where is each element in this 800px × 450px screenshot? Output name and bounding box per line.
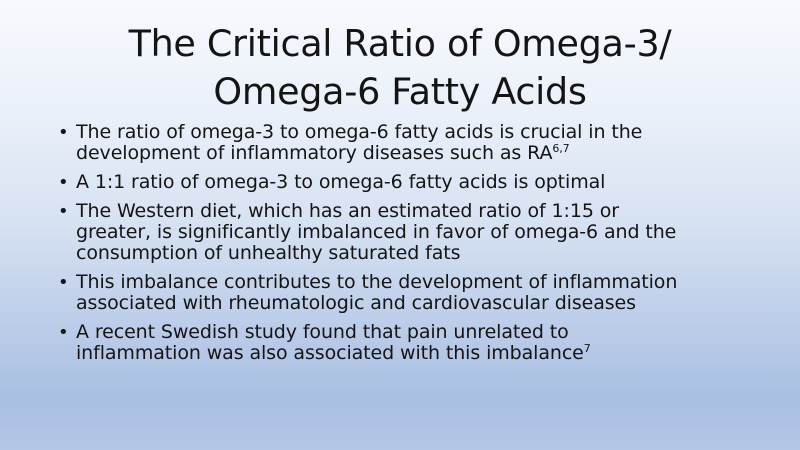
title-line-1: The Critical Ratio of Omega-3/ [128, 22, 672, 65]
citation-superscript: 7 [583, 342, 591, 355]
bullet-list [58, 122, 758, 372]
bullet-text-line: greater, is significantly imbalanced in favor of omega-6 and the [76, 221, 677, 243]
bullet-text-line: inflammation was also associated with this imbalance [76, 342, 584, 364]
bullet-text-line: development of inflammatory diseases such as RA [76, 142, 553, 164]
bullet-item [58, 201, 758, 264]
bullet-item [58, 272, 758, 314]
bullet-item [58, 322, 758, 364]
slide-title [40, 20, 760, 116]
bullet-text-line: This imbalance contributes to the development of inflammation [76, 271, 678, 293]
bullet-item [58, 122, 758, 164]
bullet-item [58, 172, 758, 193]
bullet-text-line: The ratio of omega-3 to omega-6 fatty acids is crucial in the [76, 121, 643, 143]
title-line-2: Omega-6 Fatty Acids [213, 70, 587, 113]
bullet-text-line: A recent Swedish study found that pain unrelated to [76, 321, 569, 343]
bullet-text-line: The Western diet, which has an estimated ratio of 1:15 or [76, 200, 619, 222]
bullet-text-line: associated with rheumatologic and cardiovascular diseases [76, 292, 636, 314]
bullet-text-line: consumption of unhealthy saturated fats [76, 242, 461, 264]
citation-superscript: 6,7 [552, 142, 570, 155]
bullet-text-line: A 1:1 ratio of omega-3 to omega-6 fatty acids is optimal [76, 171, 606, 193]
